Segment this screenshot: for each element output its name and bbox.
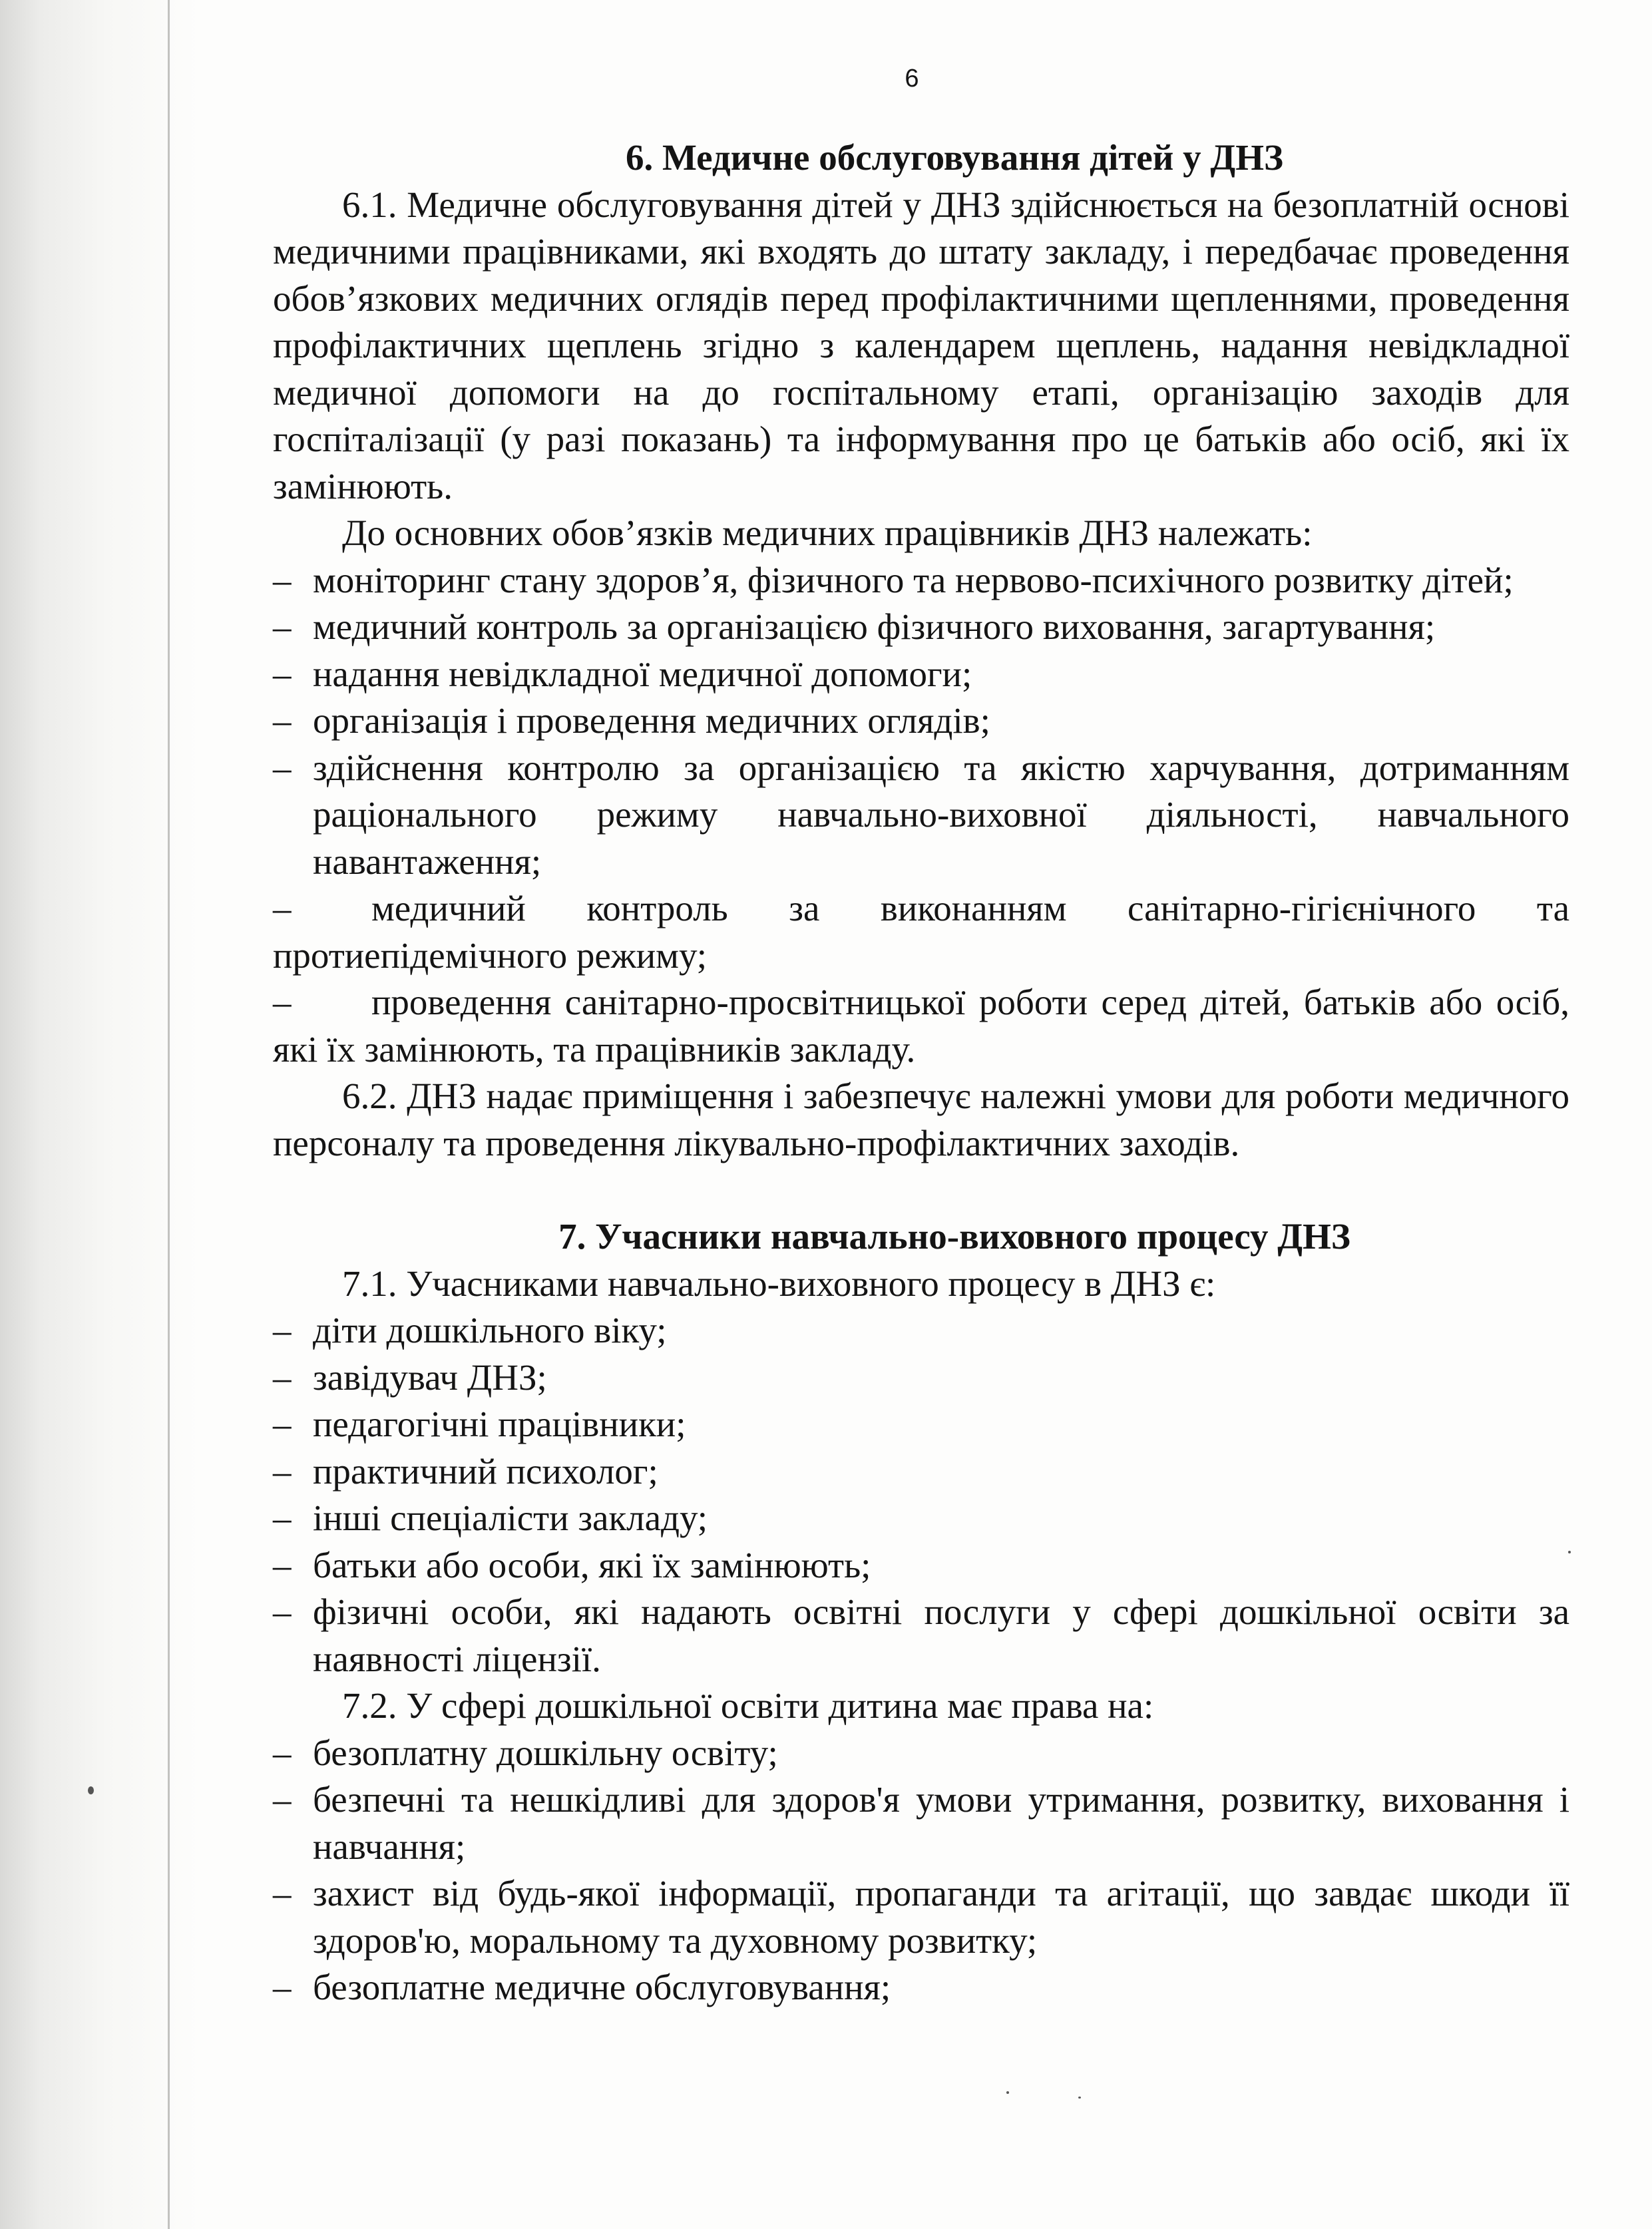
page-number: 6 <box>905 65 919 93</box>
scan-speck <box>1006 2091 1009 2094</box>
list-dash: – <box>273 1356 292 1398</box>
list-dash: – <box>273 1404 292 1444</box>
section-6-heading: 6. Медичне обслуговування дітей у ДНЗ <box>625 137 1284 178</box>
list-item <box>273 1448 1569 1496</box>
list-item-text: здійснення контролю за організацією та якістю харчування, дотриманням раціонального режиму навчально-виховної діяльності, навчального навантаження; <box>313 747 1569 882</box>
section-6-duties-intro: До основних обов’язків медичних працівників ДНЗ належать: <box>342 512 1313 553</box>
section-6-1-paragraph: 6.1. Медичне обслуговування дітей у ДНЗ здійснюється на безоплатній основі медичними працівниками, які входять до штату закладу, і передбачає проведення обов’язкових медичних оглядів перед профілактичними щепленнями, проведення профілактичних щеплень згідно з календарем щеплень, надання невідкладної медичної допомоги на до госпітальному етапі, організацію заходів для госпіталізації (у разі показань) та інформування про це батьків або осіб, які їх замінюють. <box>273 184 1569 507</box>
list-item-text: педагогічні працівники; <box>313 1404 686 1444</box>
list-item <box>273 557 1569 604</box>
list-dash: – <box>273 888 292 928</box>
list-item-text: безоплатне медичне обслуговування; <box>313 1967 891 2007</box>
list-item-text: інші спеціалісти закладу; <box>313 1498 708 1538</box>
list-item <box>273 1401 1569 1448</box>
list-dash: – <box>273 1591 292 1632</box>
list-item-text: надання невідкладної медичної допомоги; <box>313 653 972 694</box>
list-dash: – <box>273 1544 292 1585</box>
list-item <box>273 1307 1569 1354</box>
list-dash: – <box>273 700 292 741</box>
list-item-text: медичний контроль за виконанням санітарно-гігієнічного та протиепідемічного режиму; <box>273 888 1569 976</box>
list-dash: – <box>273 1779 292 1820</box>
list-item <box>273 1870 1569 1964</box>
list-item <box>273 651 1569 698</box>
list-dash: – <box>273 1967 292 2007</box>
list-dash: – <box>273 1450 292 1492</box>
list-item <box>273 604 1569 651</box>
list-item-text: захист від будь-якої інформації, пропаганди та агітації, що завдає шкоди її здоров'ю, моральному та духовному розвитку; <box>313 1873 1569 1961</box>
scan-speck <box>1078 2097 1081 2099</box>
scan-speck <box>88 1786 94 1794</box>
list-item-text: завідувач ДНЗ; <box>313 1356 547 1398</box>
section-7-1-paragraph: 7.1. Учасниками навчально-виховного процесу в ДНЗ є: <box>342 1263 1216 1304</box>
list-dash: – <box>273 1732 292 1773</box>
list-item-text: діти дошкільного віку; <box>313 1310 667 1350</box>
list-item-text: медичний контроль за організацією фізичного виховання, загартування; <box>313 606 1436 647</box>
list-item-text: безпечні та нешкідливі для здоров'я умови утримання, розвитку, виховання і навчання; <box>313 1779 1569 1867</box>
list-item <box>273 698 1569 745</box>
section-7-2-paragraph: 7.2. У сфері дошкільної освіти дитина має права на: <box>342 1685 1154 1726</box>
list-item-text: батьки або особи, які їх замінюють; <box>313 1544 871 1585</box>
list-dash: – <box>273 1310 292 1350</box>
list-dash: – <box>273 606 292 647</box>
list-item <box>273 1964 1569 2011</box>
list-dash: – <box>273 653 292 694</box>
list-item <box>273 979 1569 1073</box>
list-item <box>273 1589 1569 1683</box>
list-dash: – <box>273 1873 292 1914</box>
list-dash: – <box>273 1498 292 1538</box>
list-item <box>273 1542 1569 1589</box>
list-dash: – <box>273 747 292 788</box>
page-binding-edge <box>168 0 170 2229</box>
list-item <box>273 1354 1569 1402</box>
list-item-text: практичний психолог; <box>313 1450 658 1492</box>
section-6-2-paragraph: 6.2. ДНЗ надає приміщення і забезпечує належні умови для роботи медичного персоналу та проведення лікувально-профілактичних заходів. <box>273 1076 1569 1163</box>
document-body <box>273 134 1569 2011</box>
list-dash: – <box>273 982 292 1022</box>
list-item <box>273 885 1569 979</box>
list-item-text: організація і проведення медичних оглядів; <box>313 700 990 741</box>
list-item-text: безоплатну дошкільну освіту; <box>313 1732 778 1773</box>
list-item-text: фізичні особи, які надають освітні послуги у сфері дошкільної освіти за наявності ліцензії. <box>313 1591 1569 1679</box>
list-item <box>273 1730 1569 1777</box>
section-7-heading: 7. Учасники навчально-виховного процесу ДНЗ <box>558 1216 1350 1257</box>
list-dash: – <box>273 559 292 600</box>
list-item <box>273 745 1569 886</box>
list-item-text: моніторинг стану здоров’я, фізичного та нервово-психічного розвитку дітей; <box>313 559 1514 600</box>
list-item <box>273 1495 1569 1542</box>
page-binding-shadow <box>0 0 200 2229</box>
list-item <box>273 1776 1569 1870</box>
list-item-text: проведення санітарно-просвітницької роботи серед дітей, батьків або осіб, які їх замінюють, та працівників закладу. <box>273 982 1569 1070</box>
